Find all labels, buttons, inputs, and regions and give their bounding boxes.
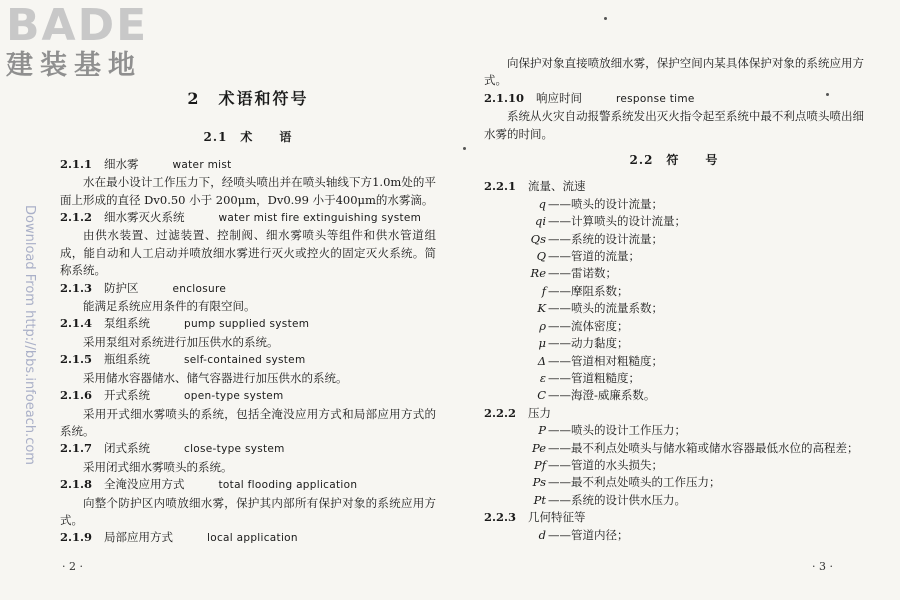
symbol-description: ——流体密度； [548, 318, 629, 333]
term-number: 2.1.7 [60, 441, 93, 456]
section-title-symbols: 2.2 符 号 [629, 153, 719, 168]
term-definition: 采用闭式细水雾喷头的系统。 [83, 459, 233, 474]
symbol-group-title: 压力 [528, 405, 552, 420]
symbol-row [484, 196, 864, 213]
symbol-row [484, 474, 864, 491]
symbol: K [537, 301, 546, 316]
symbol-row [484, 353, 864, 370]
symbol-group-heading [484, 178, 864, 195]
symbol: Pf [534, 457, 546, 472]
symbol-description: ——最不利点处喷头与储水箱或储水容器最低水位的高程差； [548, 440, 859, 455]
symbol-row [484, 318, 864, 335]
symbol-description: ——摩阻系数； [548, 283, 629, 298]
term-heading [60, 156, 436, 174]
symbol-row [484, 527, 864, 544]
term-en: enclosure [172, 282, 227, 295]
symbol-description: ——管道的水头损失； [548, 457, 663, 472]
term-cn: 闭式系统 [104, 441, 151, 456]
symbol-row [484, 440, 864, 457]
symbol-row [484, 265, 864, 282]
symbol-row [484, 248, 864, 265]
term-number: 2.1.3 [60, 280, 93, 295]
symbol-description: ——系统的设计流量； [548, 231, 663, 246]
term-cn: 全淹没应用方式 [104, 477, 185, 492]
left-page [60, 90, 436, 548]
symbol-description: ——喷头的设计流量； [548, 196, 663, 211]
symbol-row [484, 231, 864, 248]
term-en: open-type system [184, 390, 284, 403]
term-cn: 响应时间 [536, 90, 583, 105]
symbol: Q [536, 249, 546, 264]
symbol: d [538, 527, 546, 542]
term-number: 2.1.10 [484, 90, 525, 105]
symbol-row [484, 370, 864, 387]
symbol-description: ——最不利点处喷头的工作压力； [548, 475, 721, 490]
symbol: ε [539, 370, 546, 385]
term-number: 2.1.6 [60, 388, 93, 403]
symbol: qi [534, 214, 546, 229]
term-heading [60, 315, 436, 333]
term-en: pump supplied system [184, 318, 310, 331]
download-watermark: Download From http://bbs.infoeach.com [22, 205, 37, 465]
term-heading [484, 90, 864, 108]
term-heading [60, 529, 436, 547]
chapter-title: 2 术语和符号 [187, 89, 309, 108]
symbol-description: ——管道的流量； [548, 249, 640, 264]
term-en: local application [207, 532, 298, 545]
symbol: C [537, 388, 546, 403]
term-en: response time [616, 92, 695, 105]
symbol: ρ [539, 318, 546, 333]
symbol-row [484, 335, 864, 352]
term-cn: 防护区 [104, 280, 139, 295]
term-en: total flooding application [218, 479, 358, 492]
symbol: Qs [530, 231, 546, 246]
symbol: f [541, 283, 546, 298]
symbol-row [484, 387, 864, 404]
symbol-row [484, 422, 864, 439]
symbol: Ps [532, 475, 546, 490]
term-number: 2.1.9 [60, 530, 93, 545]
term-number: 2.1.1 [60, 156, 93, 171]
symbol-description: ——雷诺数； [548, 266, 617, 281]
term-number: 2.1.2 [60, 210, 93, 225]
symbol: Pe [531, 440, 546, 455]
scan-dot [604, 17, 607, 20]
symbol-group-number: 2.2.2 [484, 405, 517, 420]
page-number-left: · 2 · [62, 560, 83, 573]
symbol-row [484, 213, 864, 230]
symbol: Re [530, 266, 546, 281]
term-number: 2.1.8 [60, 477, 93, 492]
logo-text-en: BADE [6, 0, 149, 51]
logo-text-cn: 建装基地 [6, 50, 142, 81]
right-page [484, 55, 864, 544]
section-title-terms: 2.1 术 语 [203, 130, 293, 145]
term-cn: 泵组系统 [104, 316, 151, 331]
continued-definition: 向保护对象直接喷放细水雾，保护空间内某具体保护对象的系统应用方式。 [484, 56, 864, 88]
term-number: 2.1.4 [60, 316, 93, 331]
term-cn: 局部应用方式 [104, 530, 174, 545]
term-en: water mist fire extinguishing system [218, 212, 422, 225]
term-number: 2.1.5 [60, 352, 93, 367]
scan-dot [463, 147, 466, 150]
term-heading [60, 280, 436, 298]
symbol-row [484, 492, 864, 509]
symbol-description: ——动力黏度； [548, 336, 629, 351]
symbol: Δ [537, 353, 546, 368]
term-heading [60, 351, 436, 369]
term-definition: 水在最小设计工作压力下，经喷头喷出并在喷头轴线下方1.0m处的平面上形成的直径 Dv0.50 小于 200μm，Dv0.99 小于400μm的水雾滴。 [60, 175, 436, 207]
page-number-right: · 3 · [812, 560, 833, 573]
symbol-group-heading [484, 509, 864, 526]
bade-logo [6, 0, 181, 82]
term-en: water mist [172, 158, 232, 171]
symbol-group-title: 几何特征等 [528, 510, 586, 525]
symbol-description: ——系统的设计供水压力。 [548, 492, 686, 507]
symbol-description: ——计算喷头的设计流量； [548, 214, 686, 229]
term-definition: 采用泵组对系统进行加压供水的系统。 [83, 334, 279, 349]
term-cn: 细水雾灭火系统 [104, 210, 185, 225]
symbol-description: ——管道内径； [548, 527, 629, 542]
term-en: close-type system [184, 443, 285, 456]
term-heading [60, 476, 436, 494]
symbol: P [538, 423, 546, 438]
symbol-group-number: 2.2.3 [484, 510, 517, 525]
symbol: Pt [533, 492, 546, 507]
term-definition: 采用储水容器储水、储气容器进行加压供水的系统。 [83, 370, 348, 385]
symbol-group-title: 流量、流速 [528, 179, 586, 194]
term-en: self-contained system [184, 354, 306, 367]
term-definition: 系统从火灾自动报警系统发出灭火指令起至系统中最不利点喷头喷出细水雾的时间。 [484, 109, 864, 141]
term-definition: 由供水装置、过滤装置、控制阀、细水雾喷头等组件和供水管道组成，能自动和人工启动并喷放细水雾进行灭火或控火的固定灭火系统。简称系统。 [60, 228, 436, 278]
terms-list [60, 156, 436, 548]
term-definition: 能满足系统应用条件的有限空间。 [83, 299, 256, 314]
symbol-row [484, 457, 864, 474]
symbol-description: ——喷头的流量系数； [548, 301, 663, 316]
symbol-description: ——管道相对粗糙度； [548, 353, 663, 368]
term-cn: 瓶组系统 [104, 352, 151, 367]
symbol-row [484, 283, 864, 300]
term-cn: 细水雾 [104, 156, 139, 171]
term-heading [60, 440, 436, 458]
term-definition: 向整个防护区内喷放细水雾，保护其内部所有保护对象的系统应用方式。 [60, 495, 436, 527]
symbol-description: ——管道粗糙度； [548, 370, 640, 385]
symbol: μ [538, 336, 546, 351]
term-heading [60, 209, 436, 227]
symbol-group-heading [484, 405, 864, 422]
symbol: q [538, 196, 546, 211]
symbol-description: ——喷头的设计工作压力； [548, 423, 686, 438]
symbol-row [484, 300, 864, 317]
term-heading [60, 387, 436, 405]
term-cn: 开式系统 [104, 388, 151, 403]
symbol-description: ——海澄-威廉系数。 [548, 388, 656, 403]
symbols-list [484, 178, 864, 544]
symbol-group-number: 2.2.1 [484, 179, 517, 194]
term-definition: 采用开式细水雾喷头的系统，包括全淹没应用方式和局部应用方式的系统。 [60, 406, 436, 438]
